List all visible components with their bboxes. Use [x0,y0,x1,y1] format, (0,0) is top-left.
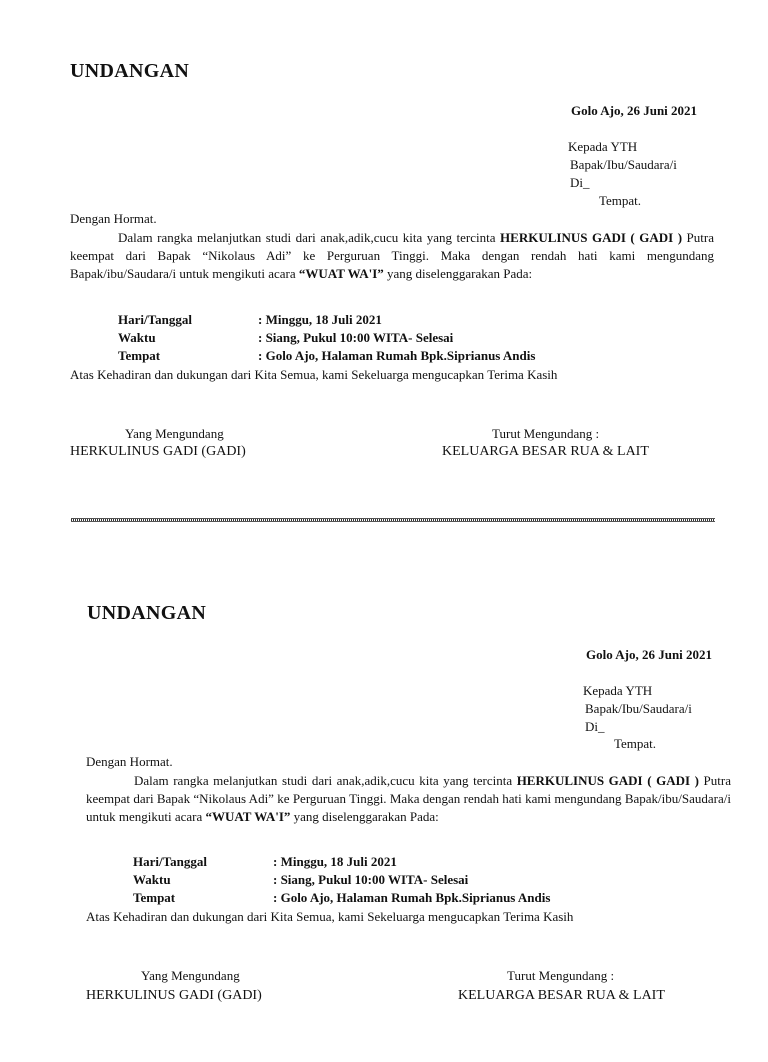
closing-text: Atas Kehadiran dan dukungan dari Kita Semua, kami Sekeluarga mengucapkan Terima Kasih [70,367,558,382]
invitation-paragraph [86,772,731,826]
invitation-title: UNDANGAN [87,602,207,624]
right-signature-label: Turut Mengundang : [492,426,600,441]
recipient-line-2: Bapak/Ibu/Saudara/i [585,701,692,716]
detail-label: Hari/Tanggal [118,312,192,327]
detail-value: : Siang, Pukul 10:00 WITA- Selesai [273,872,469,887]
recipient-line-1: Kepada YTH [568,139,638,154]
recipient-line-4: Tempat. [599,193,642,208]
detail-label: Waktu [133,872,171,887]
cut-line-divider [71,518,715,522]
date-line: Golo Ajo, 26 Juni 2021 [586,647,713,662]
paragraph-part-3: yang diselenggarakan Pada: [290,809,439,824]
right-signature-name: KELUARGA BESAR RUA & LAIT [442,444,649,459]
left-signature-name: HERKULINUS GADI (GADI) [70,444,246,459]
recipient-line-4: Tempat. [614,736,657,751]
left-signature-label: Yang Mengundang [125,426,224,441]
detail-value: : Minggu, 18 Juli 2021 [273,854,397,869]
detail-label: Tempat [118,348,161,363]
right-signature-label: Turut Mengundang : [507,968,615,983]
invitation-paragraph [70,229,714,283]
detail-value: : Minggu, 18 Juli 2021 [258,312,382,327]
invitation-copy-1 [0,0,768,520]
detail-value: : Golo Ajo, Halaman Rumah Bpk.Siprianus Andis [273,890,551,905]
event-name: “WUAT WA'I” [298,266,384,281]
detail-value: : Golo Ajo, Halaman Rumah Bpk.Siprianus Andis [258,348,536,363]
recipient-line-3: Di_ [570,175,590,190]
paragraph-part-1: Dalam rangka melanjutkan studi dari anak,adik,cucu kita yang tercinta [134,773,517,788]
honoree-name: HERKULINUS GADI ( GADI ) [500,230,683,245]
paragraph-part-3: yang diselenggarakan Pada: [383,266,533,281]
detail-value: : Siang, Pukul 10:00 WITA- Selesai [258,330,454,345]
event-name: “WUAT WA'I” [205,809,291,824]
closing-text: Atas Kehadiran dan dukungan dari Kita Semua, kami Sekeluarga mengucapkan Terima Kasih [86,909,574,924]
detail-label: Hari/Tanggal [133,854,207,869]
detail-label: Tempat [133,890,176,905]
recipient-line-2: Bapak/Ibu/Saudara/i [570,157,677,172]
paragraph-part-2: Putra keempat dari Bapak “Nikolaus Adi” ke Perguruan Tinggi. Maka dengan rendah hati kami mengundang Bapak/ibu/Saudara/i untuk mengikuti acara [70,230,714,281]
invitation-title: UNDANGAN [70,60,190,82]
greeting: Dengan Hormat. [70,211,157,226]
greeting: Dengan Hormat. [86,754,173,769]
paragraph-part-1: Dalam rangka melanjutkan studi dari anak,adik,cucu kita yang tercinta [118,230,501,245]
recipient-line-3: Di_ [585,719,605,734]
detail-label: Waktu [118,330,156,345]
honoree-name: HERKULINUS GADI ( GADI ) [516,773,699,788]
recipient-line-1: Kepada YTH [583,683,653,698]
date-line: Golo Ajo, 26 Juni 2021 [571,103,698,118]
left-signature-label: Yang Mengundang [141,968,240,983]
left-signature-name: HERKULINUS GADI (GADI) [86,988,262,1003]
right-signature-name: KELUARGA BESAR RUA & LAIT [458,988,665,1003]
paragraph-part-2: Putra keempat dari Bapak “Nikolaus Adi” ke Perguruan Tinggi. Maka dengan rendah hati kami mengundang Bapak/ibu/Saudara/i untuk mengikuti acara [86,773,731,824]
invitation-copy-2 [0,542,768,1062]
